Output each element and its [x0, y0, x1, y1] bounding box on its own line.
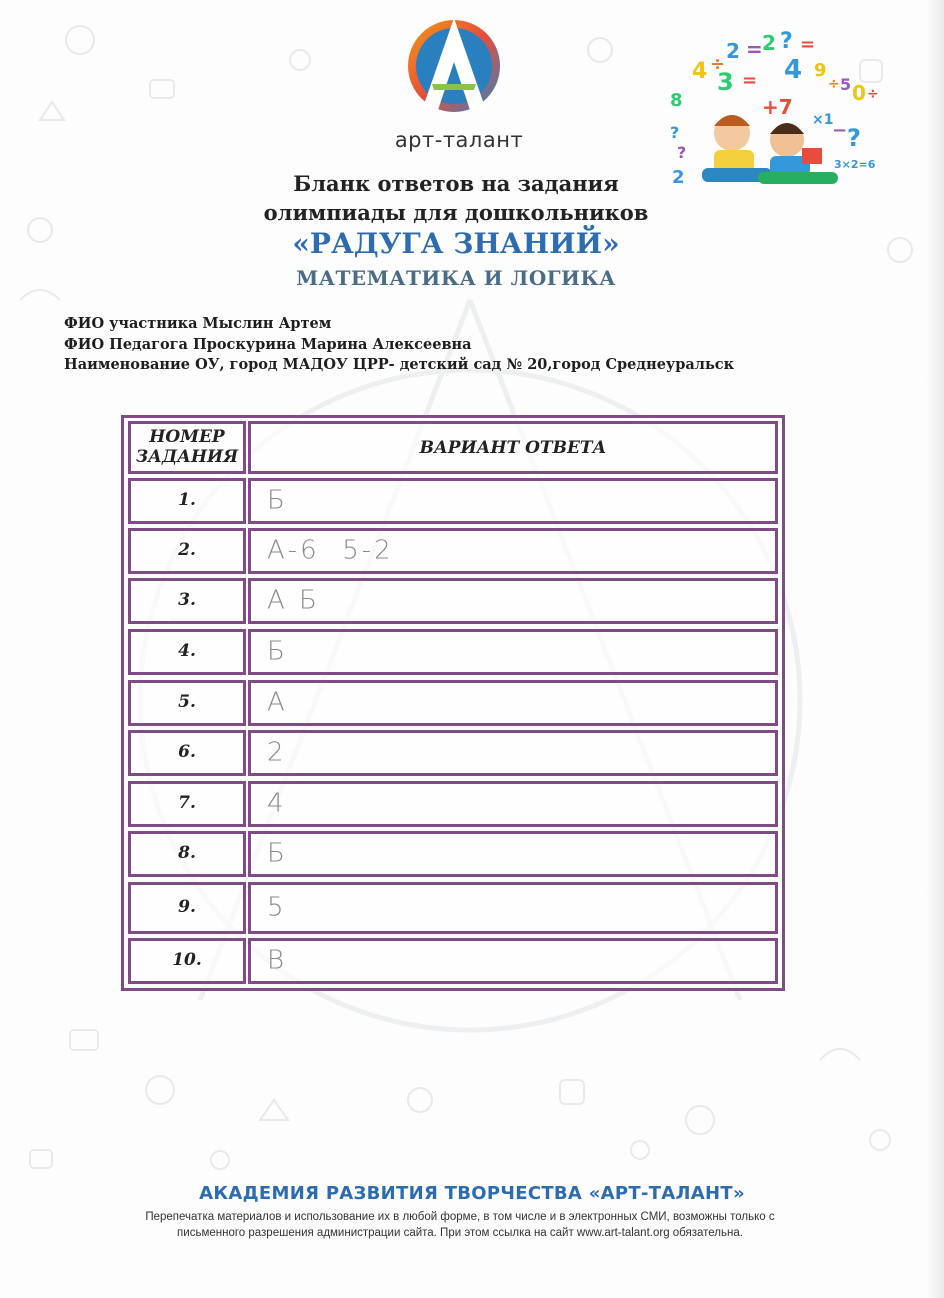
svg-text:−: − [832, 120, 848, 141]
copyright-line2: письменного разрешения администрации сайта. При этом ссылка на сайт www.art-talant.org обязательна. [177, 1226, 743, 1239]
task-number: 7. [128, 781, 246, 827]
form-title-line2: олимпиады для дошкольников [263, 200, 649, 225]
svg-text:2: 2 [762, 31, 776, 55]
answer-text: 2 [267, 737, 287, 768]
svg-text:4: 4 [784, 55, 803, 85]
task-number: 4. [128, 629, 246, 675]
answer-text: Б [267, 838, 288, 869]
art-talant-logo [404, 10, 504, 122]
answer-text: А Б [267, 585, 320, 616]
answer-text: Б [267, 485, 288, 516]
svg-text:?: ? [780, 29, 793, 54]
answer-cell[interactable] [248, 831, 778, 877]
answer-text: А [267, 687, 288, 718]
table-row [128, 528, 778, 574]
olympiad-name: «РАДУГА ЗНАНИЙ» [292, 227, 620, 260]
svg-text:=: = [800, 34, 816, 55]
task-number: 8. [128, 831, 246, 877]
svg-text:5: 5 [840, 75, 852, 94]
subject-title: МАТЕМАТИКА И ЛОГИКА [296, 266, 616, 290]
table-row [128, 882, 778, 934]
svg-text:?: ? [677, 143, 687, 162]
academy-name: АКАДЕМИЯ РАЗВИТИЯ ТВОРЧЕСТВА «АРТ-ТАЛАНТ» [199, 1183, 745, 1204]
task-number: 9. [128, 882, 246, 934]
form-title-line1: Бланк ответов на задания [293, 171, 619, 196]
table-row [128, 730, 778, 776]
svg-text:?: ? [670, 123, 680, 142]
svg-text:×1: ×1 [812, 112, 834, 128]
svg-text:÷: ÷ [710, 54, 726, 75]
task-number: 10. [128, 938, 246, 984]
svg-text:9: 9 [814, 60, 827, 81]
col-task-number-header: НОМЕР ЗАДАНИЯ [128, 421, 246, 474]
table-row [128, 781, 778, 827]
copyright-line1: Перепечатка материалов и использование их в любой форме, в том числе и в электронных СМИ, возможны только с [145, 1211, 775, 1223]
task-number: 6. [128, 730, 246, 776]
logo-text: арт-талант [394, 128, 524, 152]
svg-text:+7: +7 [762, 95, 793, 119]
copyright-notice [90, 1210, 830, 1241]
svg-text:?: ? [847, 124, 861, 152]
answer-cell[interactable] [248, 882, 778, 934]
answer-cell[interactable] [248, 730, 778, 776]
answer-text: А-6 5-2 [267, 535, 394, 566]
svg-text:2: 2 [672, 167, 685, 188]
answer-cell[interactable] [248, 938, 778, 984]
answer-cell[interactable] [248, 578, 778, 624]
task-number: 3. [128, 578, 246, 624]
task-number: 2. [128, 528, 246, 574]
answer-text: В [267, 945, 288, 976]
table-row [128, 831, 778, 877]
svg-text:0: 0 [852, 81, 866, 105]
table-row [128, 629, 778, 675]
svg-text:÷: ÷ [867, 86, 879, 102]
table-row [128, 578, 778, 624]
answer-cell[interactable] [248, 478, 778, 524]
svg-text:÷: ÷ [828, 76, 840, 92]
answer-cell[interactable] [248, 680, 778, 726]
participant-name: ФИО участника Мыслин Артем [64, 315, 332, 332]
teacher-name: ФИО Педагога Проскурина Марина Алексеевна [64, 336, 472, 353]
svg-text:4: 4 [692, 59, 708, 84]
answers-table [121, 415, 785, 991]
answer-text: 4 [267, 788, 287, 819]
school-name: Наименование ОУ, город МАДОУ ЦРР- детский сад № 20,город Среднеуральск [64, 356, 735, 373]
svg-text:3: 3 [717, 68, 734, 96]
table-row [128, 680, 778, 726]
task-number: 5. [128, 680, 246, 726]
answer-text: Б [267, 636, 288, 667]
table-row [128, 478, 778, 524]
task-number: 1. [128, 478, 246, 524]
answer-cell[interactable] [248, 629, 778, 675]
answer-cell[interactable] [248, 528, 778, 574]
table-row [128, 938, 778, 984]
svg-text:=: = [742, 70, 758, 91]
svg-text:2: 2 [726, 39, 740, 63]
answer-text: 5 [267, 892, 287, 923]
scan-edge-shadow [926, 0, 944, 1298]
answer-cell[interactable] [248, 781, 778, 827]
table-header-row [128, 421, 778, 474]
col-answer-header: ВАРИАНТ ОТВЕТА [248, 421, 778, 474]
svg-text:=: = [746, 37, 763, 61]
svg-text:8: 8 [670, 90, 683, 111]
svg-text:3×2=6: 3×2=6 [834, 158, 876, 171]
